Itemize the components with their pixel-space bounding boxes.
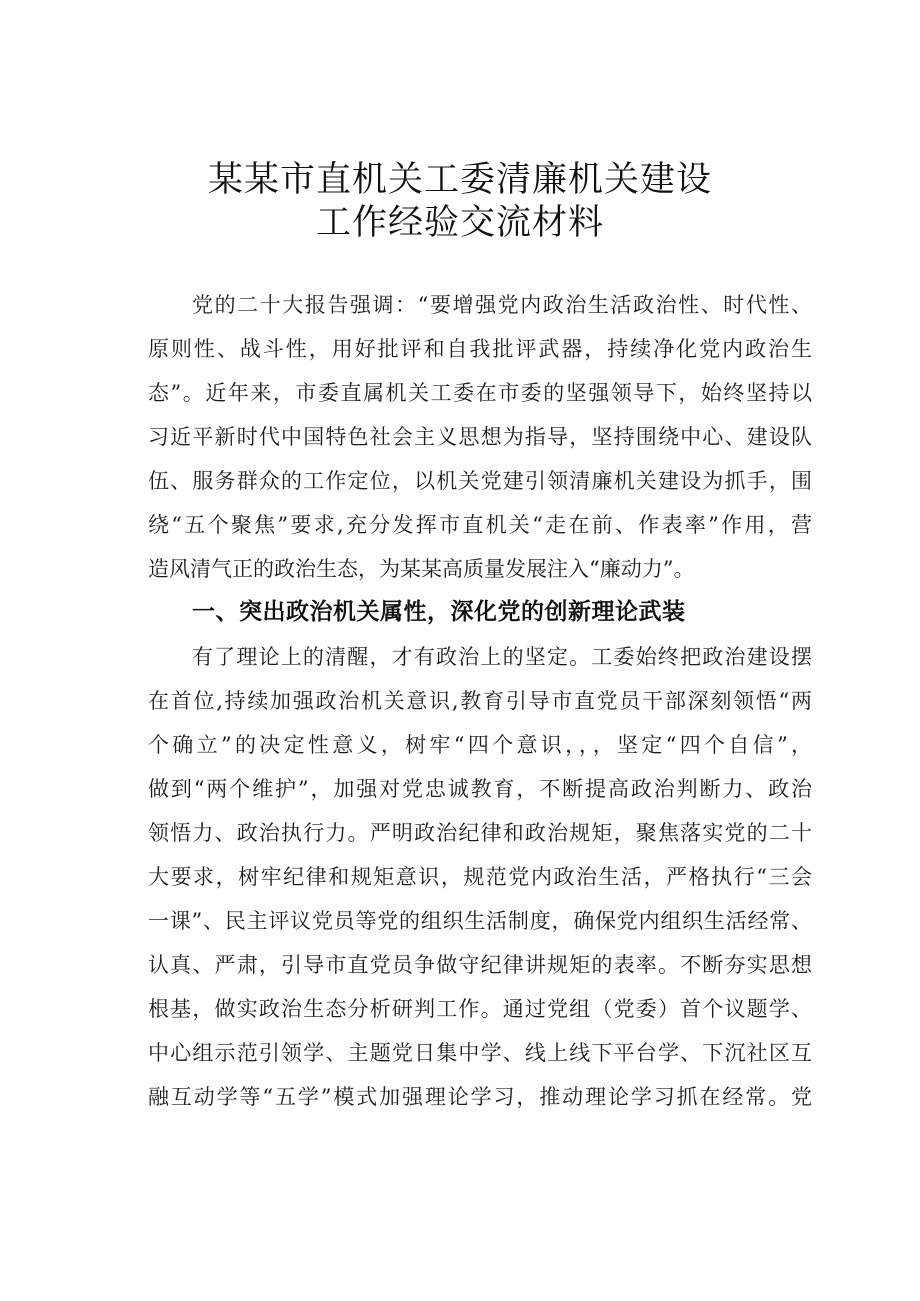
document-title-line-1: 某某市直机关工委清廉机关建设 (207, 160, 712, 200)
paragraph-line: 习近平新时代中国特色社会主义思想为指导，坚持围绕中心、建设队 (148, 425, 812, 449)
paragraph-line: 做到“两个维护”，加强对党忠诚教育，不断提高政治判断力、政治 (148, 777, 812, 801)
paragraph-line: 认真、严肃，引导市直党员争做守纪律讲规矩的表率。不断夯实思想 (148, 953, 812, 977)
paragraph-line: 在首位,持续加强政治机关意识,教育引导市直党员干部深刻领悟“两 (148, 689, 812, 713)
paragraph-line: 融互动学等“五学”模式加强理论学习，推动理论学习抓在经常。党 (148, 1085, 812, 1109)
paragraph-line: 一课”、民主评议党员等党的组织生活制度，确保党内组织生活经常、 (148, 909, 812, 933)
paragraph-line: 领悟力、政治执行力。严明政治纪律和政治规矩，聚焦落实党的二十 (148, 821, 812, 845)
paragraph-line: 伍、服务群众的工作定位，以机关党建引领清廉机关建设为抓手，围 (148, 469, 812, 493)
paragraph-line: 绕“五个聚焦”要求,充分发挥市直机关“走在前、作表率”作用，营 (148, 513, 812, 537)
paragraph-line: 中心组示范引领学、主题党日集中学、线上线下平台学、下沉社区互 (148, 1041, 812, 1065)
paragraph-line: 个确立”的决定性意义，树牢“四个意识，，，坚定“四个自信”， (148, 733, 812, 757)
paragraph-line: 大要求，树牢纪律和规矩意识，规范党内政治生活，严格执行“三会 (148, 865, 812, 889)
section-heading: 一、突出政治机关属性，深化党的创新理论武装 (192, 599, 686, 625)
document-title-line-2: 工作经验交流材料 (315, 203, 604, 243)
paragraph-line: 态”。近年来，市委直属机关工委在市委的坚强领导下，始终坚持以 (148, 381, 812, 405)
paragraph-line: 造风清气正的政治生态，为某某高质量发展注入“廉动力”。 (148, 557, 695, 581)
paragraph-line: 有了理论上的清醒，才有政治上的坚定。工委始终把政治建设摆 (192, 645, 812, 669)
paragraph-line: 原则性、战斗性，用好批评和自我批评武器，持续净化党内政治生 (148, 337, 812, 361)
paragraph-line: 根基，做实政治生态分析研判工作。通过党组（党委）首个议题学、 (148, 997, 812, 1021)
paragraph-line: 党的二十大报告强调：“要增强党内政治生活政治性、时代性、 (192, 293, 812, 317)
